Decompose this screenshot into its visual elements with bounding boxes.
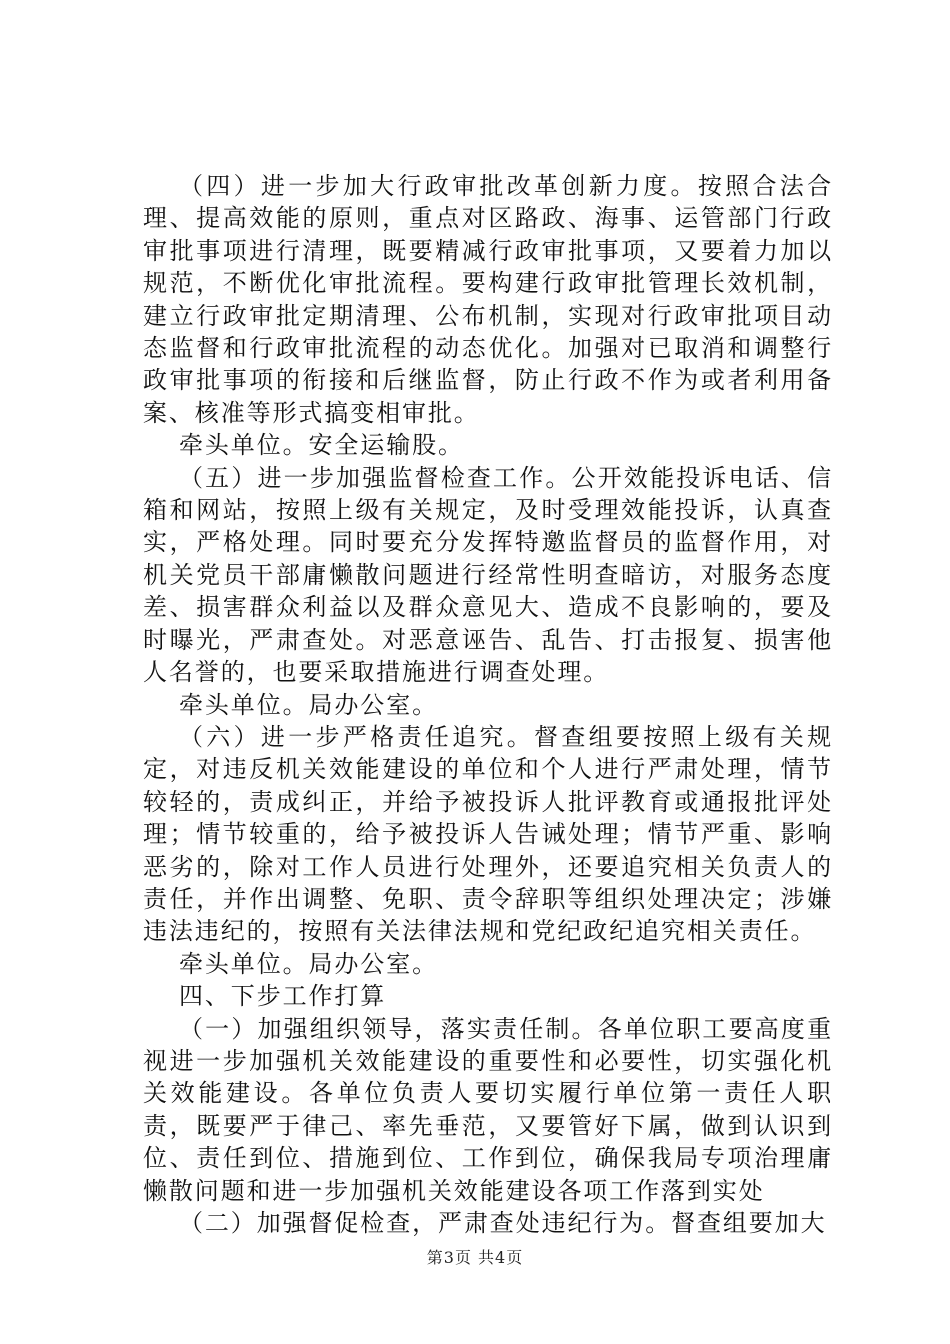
document-body xyxy=(143,170,833,1239)
paragraph-section-6: （六）进一步严格责任追究。督查组要按照上级有关规定，对违反机关效能建设的单位和个人进行严肃处理，情节较轻的，责成纠正，并给予被投诉人批评教育或通报批评处理；情节较重的，给予被投诉人告诫处理；情节严重、影响恶劣的，除对工作人员进行处理外，还要追究相关负责人的责任，并作出调整、免职、责令辞职等组织处理决定；涉嫌违法违纪的，按照有关法律法规和党纪政纪追究相关责任。 xyxy=(143,722,833,946)
paragraph-section-4: （四）进一步加大行政审批改革创新力度。按照合法合理、提高效能的原则，重点对区路政、海事、运管部门行政审批事项进行清理，既要精减行政审批事项，又要着力加以规范，不断优化审批流程。要构建行政审批管理长效机制，建立行政审批定期清理、公布机制，实现对行政审批项目动态监督和行政审批流程的动态优化。加强对已取消和调整行政审批事项的衔接和后继监督，防止行政不作为或者利用备案、核准等形式搞变相审批。 xyxy=(143,172,833,427)
lead-unit-line: 牵头单位。局办公室。 xyxy=(179,949,438,978)
paragraph-section-5: （五）进一步加强监督检查工作。公开效能投诉电话、信箱和网站，按照上级有关规定，及时受理效能投诉，认真查实，严格处理。同时要充分发挥特邀监督员的监督作用，对机关党员干部庸懒散问题进行经常性明查暗访，对服务态度差、损害群众利益以及群众意见大、造成不良影响的，要及时曝光，严肃查处。对恶意诬告、乱告、打击报复、损害他人名誉的，也要采取措施进行调查处理。 xyxy=(143,463,833,687)
paragraph-plan-1: （一）加强组织领导，落实责任制。各单位职工要高度重视进一步加强机关效能建设的重要性和必要性，切实强化机关效能建设。各单位负责人要切实履行单位第一责任人职责，既要严于律己、率先垂范，又要管好下属，做到认识到位、责任到位、措施到位、工作到位，确保我局专项治理庸懒散问题和进一步加强机关效能建设各项工作落到实处 xyxy=(143,1014,833,1205)
lead-unit-line: 牵头单位。局办公室。 xyxy=(179,690,438,719)
page-number-footer: 第3页 共4页 xyxy=(426,1248,524,1267)
paragraph-plan-2: （二）加强督促检查，严肃查处违纪行为。督查组要加大 xyxy=(179,1209,827,1237)
lead-unit-line: 牵头单位。安全运输股。 xyxy=(179,431,464,460)
section-heading: 四、下步工作打算 xyxy=(179,982,387,1011)
